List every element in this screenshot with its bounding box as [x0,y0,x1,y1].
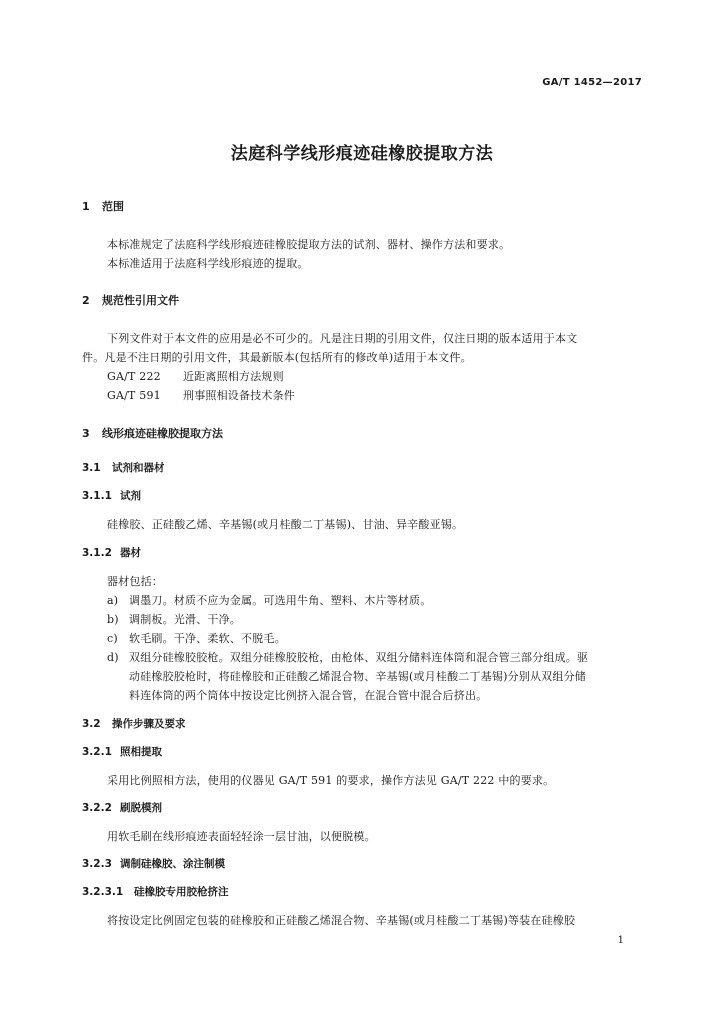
section-number: 3.2.3.1 [82,886,124,898]
reference-item [107,387,295,403]
section-number: 3.2 [82,718,101,730]
list-item-text: 调墨刀。材质不应为金属。可选用牛角、塑料、木片等材质。 [129,594,432,607]
section-title: 照相提取 [120,746,162,758]
section-number: 3.2.2 [82,802,112,814]
section-title: 试剂和器材 [112,462,165,474]
subsection-heading [82,488,141,503]
list-marker: c) [107,632,118,645]
subsection-heading [82,744,162,759]
subsection-heading [82,856,225,871]
reference-item [107,368,284,384]
section-number: 3.1 [82,462,101,474]
list-marker: d) [107,651,119,664]
list-item [107,592,431,608]
subsection-heading [82,800,162,815]
section-number: 3.1.1 [82,490,112,502]
subsection-heading [82,884,229,899]
subsection-heading [82,460,165,475]
section-title: 规范性引用文件 [102,294,179,307]
section-title: 范围 [102,200,124,213]
section-title: 刷脱模剂 [120,802,162,814]
reference-code: GA/T 591 [107,389,161,402]
list-marker: b) [107,613,119,626]
list-marker: a) [107,594,119,607]
paragraph: 本标准规定了法庭科学线形痕迹硅橡胶提取方法的试剂、器材、操作方法和要求。 [107,238,511,251]
list-item-continuation: 动硅橡胶胶枪时，将硅橡胶和正硅酸乙烯混合物、辛基锡(或月桂酸二丁基锡)分别从双组分储 [129,670,586,683]
paragraph: 本标准适用于法庭科学线形痕迹的提取。 [107,257,309,270]
reference-title: 刑事照相设备技术条件 [183,389,295,402]
section-number: 3 [82,427,90,440]
section-number: 3.2.1 [82,746,112,758]
section-number: 2 [82,294,90,307]
list-item [107,611,241,627]
paragraph: 用软毛刷在线形痕迹表面轻轻涂一层甘油，以便脱模。 [107,830,376,843]
section-title: 操作步骤及要求 [112,718,186,730]
list-item-text: 双组分硅橡胶胶枪。双组分硅橡胶胶枪，由枪体、双组分储料连体筒和混合管三部分组成。驱 [129,651,589,664]
paragraph: 件。凡是不注日期的引用文件，其最新版本(包括所有的修改单)适用于本文件。 [82,351,472,364]
section-title: 器材 [120,547,141,559]
section-number: 1 [82,200,90,213]
section-title: 硅橡胶专用胶枪挤注 [134,886,229,898]
subsection-heading [82,545,141,560]
section-title: 线形痕迹硅橡胶提取方法 [102,427,223,440]
paragraph: 下列文件对于本文件的应用是必不可少的。凡是注日期的引用文件，仅注日期的版本适用于本文 [107,332,578,345]
reference-code: GA/T 222 [107,370,161,383]
document-title: 法庭科学线形痕迹硅橡胶提取方法 [230,144,494,164]
list-item [107,630,286,646]
list-item [107,649,588,665]
page-number: 1 [617,935,624,946]
section-number: 3.1.2 [82,547,112,559]
subsection-heading [82,716,186,731]
paragraph: 硅橡胶、正硅酸乙烯、辛基锡(或月桂酸二丁基锡)、甘油、异辛酸亚锡。 [107,518,464,531]
section-title: 试剂 [120,490,141,502]
standard-code: GA/T 1452—2017 [542,77,642,88]
section-title: 调制硅橡胶、涂注制模 [120,858,225,870]
section-3-heading [82,425,223,441]
paragraph: 器材包括： [107,575,163,588]
section-2-heading [82,292,179,308]
paragraph: 将按设定比例固定包装的硅橡胶和正硅酸乙烯混合物、辛基锡(或月桂酸二丁基锡)等装在硅橡胶 [107,914,576,927]
section-1-heading [82,198,124,214]
list-item-text: 软毛刷。干净、柔软、不脱毛。 [129,632,286,645]
section-number: 3.2.3 [82,858,112,870]
reference-title: 近距离照相方法规则 [183,370,284,383]
list-item-text: 调制板。光滑、干净。 [129,613,241,626]
paragraph: 采用比例照相方法，使用的仪器见 GA/T 591 的要求，操作方法见 GA/T 222 中的要求。 [107,774,555,787]
list-item-continuation: 料连体筒的两个筒体中按设定比例挤入混合管，在混合管中混合后挤出。 [129,689,488,702]
